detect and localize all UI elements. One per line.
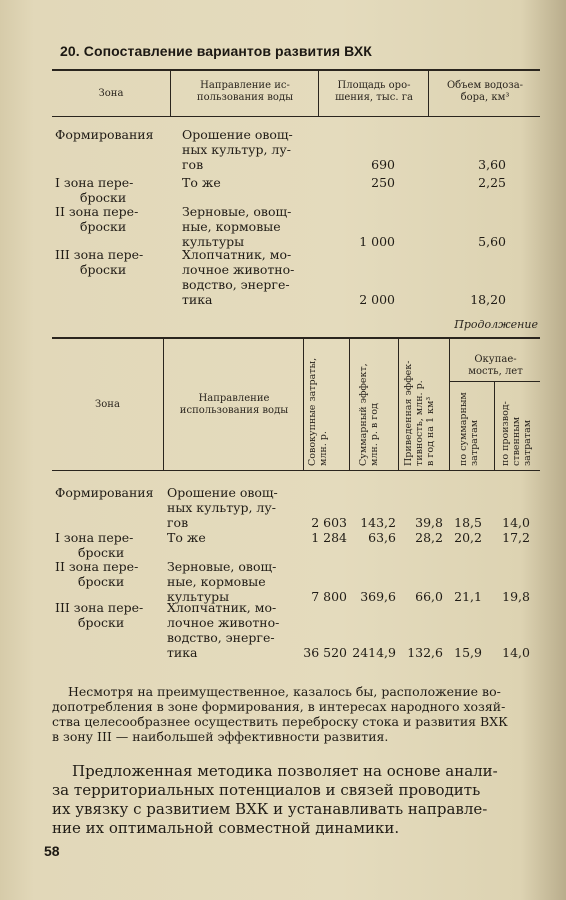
t2-zone: III зона пере- [55,600,144,615]
t2-payback-production: 19,8 [502,589,530,604]
t2-header-direction: Направление использования воды [179,393,289,416]
t2-effect: 63,6 [368,530,396,545]
t1-direction-line: тика [182,292,213,307]
continuation-label: Продолжение [454,318,538,331]
t2-direction-line: ные, кормовые [167,574,266,589]
t2-payback-production: 14,0 [502,515,530,530]
t2-direction-line: Хлопчатник, мо- [167,600,277,615]
t2-zone-cont: броски [78,615,125,630]
t1-direction-line: ные, кормовые [182,219,281,234]
t2-header-payback-total: по суммарным затратам [458,392,480,466]
t2-payback-production: 14,0 [502,645,530,660]
table-2-payback-rule [449,381,540,382]
t1-zone: II зона пере- [55,204,139,219]
table-2-top-rule [52,337,540,339]
table-2-col-divider [303,339,304,470]
t1-direction-line: гов [182,157,204,172]
t2-direction-line: Орошение овощ- [167,485,278,500]
t2-cost: 7 800 [311,589,347,604]
t2-direction-line: ных культур, лу- [167,500,276,515]
t1-zone: I зона пере- [55,175,134,190]
table-1-header-rule [52,116,540,117]
table-1-col-divider [318,71,319,116]
t2-header-payback-production: по производ- ственным затратам [500,401,533,466]
t2-zone: Формирования [55,485,154,500]
t2-header-payback: Окупае- мость, лет [468,354,523,377]
t1-direction-line: ных культур, лу- [182,142,291,157]
t2-direction-line: лочное животно- [167,615,280,630]
t1-zone-cont: броски [80,219,127,234]
t1-area: 1 000 [359,234,395,249]
page-number: 58 [44,843,60,859]
t2-effect: 2414,9 [352,645,396,660]
paragraph-small-line: ства целесообразнее осуществить переброску стока и развития ВХК [52,714,508,729]
t1-zone-cont: броски [80,190,127,205]
t1-zone: III зона пере- [55,247,144,262]
t1-header-area: Площадь оро- шения, тыс. га [335,80,413,103]
t2-header-given-efficiency: Приведенная эффек- тивность, млн. р. в год на 1 км³ [403,360,436,466]
t1-direction-line: лочное животно- [182,262,295,277]
t2-zone: I зона пере- [55,530,134,545]
t2-direction-line: тика [167,645,198,660]
t2-payback-total: 21,1 [454,589,482,604]
table-1-top-rule [52,69,540,71]
t2-given-efficiency: 28,2 [415,530,443,545]
table-2-col-divider [449,339,450,470]
t2-direction-line: гов [167,515,189,530]
paragraph-small [52,684,540,744]
table-2-header-rule [52,470,540,471]
t2-payback-production: 17,2 [502,530,530,545]
paragraph-small-line: в зону III — наибольшей эффективности развития. [52,729,389,744]
table-title: 20. Сопоставление вариантов развития ВХК [60,43,372,59]
table-1-col-divider [428,71,429,116]
t2-direction-line: Зерновые, овощ- [167,559,277,574]
t2-given-efficiency: 66,0 [415,589,443,604]
table-2-col-divider [398,339,399,470]
t1-zone-cont: броски [80,262,127,277]
t2-direction-line: культуры [167,589,230,604]
t2-header-effect: Суммарный эффект, млн. р. в год [358,363,380,466]
table-2-col-divider [163,339,164,470]
t2-cost: 2 603 [311,515,347,530]
t2-zone: II зона пере- [55,559,139,574]
t1-zone: Формирования [55,127,154,142]
t2-direction-line: водство, энерге- [167,630,275,645]
t1-area: 2 000 [359,292,395,307]
table-2-col-divider [494,382,495,470]
paragraph-large-line: Предложенная методика позволяет на основе анали- [72,762,498,780]
table-2-col-divider [349,339,350,470]
t2-given-efficiency: 39,8 [415,515,443,530]
paragraph-large-line: за территориальных потенциалов и связей проводить [52,781,481,799]
t1-volume: 5,60 [478,234,506,249]
t1-direction-line: Зерновые, овощ- [182,204,292,219]
t2-header-cost: Совокупные затраты, млн. р. [307,357,329,466]
t2-header-zone: Зона [95,399,120,410]
paragraph-small-line: Несмотря на преимущественное, казалось бы, расположение во- [68,684,501,699]
t2-effect: 369,6 [360,589,396,604]
t1-volume: 18,20 [470,292,506,307]
t1-direction-line: То же [182,175,221,190]
table-1-col-divider [170,71,171,116]
paragraph-small-line: допотребления в зоне формирования, в интересах народного хозяй- [52,699,506,714]
t1-direction-line: Орошение овощ- [182,127,293,142]
t1-area: 250 [371,175,395,190]
t2-given-efficiency: 132,6 [407,645,443,660]
t2-payback-total: 15,9 [454,645,482,660]
paragraph-large-line: ние их оптимальной совместной динамики. [52,819,400,837]
t1-direction-line: культуры [182,234,245,249]
t1-header-volume: Объем водоза- бора, км³ [446,80,524,103]
t2-cost: 1 284 [311,530,347,545]
t2-payback-total: 20,2 [454,530,482,545]
t1-area: 690 [371,157,395,172]
t2-effect: 143,2 [360,515,396,530]
t1-header-zone: Зона [98,88,124,99]
t2-payback-total: 18,5 [454,515,482,530]
paragraph-large [52,762,540,838]
t2-direction-line: То же [167,530,206,545]
t2-zone-cont: броски [78,574,125,589]
t1-direction-line: Хлопчатник, мо- [182,247,292,262]
t2-zone-cont: броски [78,545,125,560]
t1-header-direction: Направление ис- пользования воды [196,80,294,103]
t2-cost: 36 520 [303,645,347,660]
t1-volume: 2,25 [478,175,506,190]
t1-volume: 3,60 [478,157,506,172]
t1-direction-line: водство, энерге- [182,277,290,292]
paragraph-large-line: их увязку с развитием ВХК и устанавливать направле- [52,800,488,818]
